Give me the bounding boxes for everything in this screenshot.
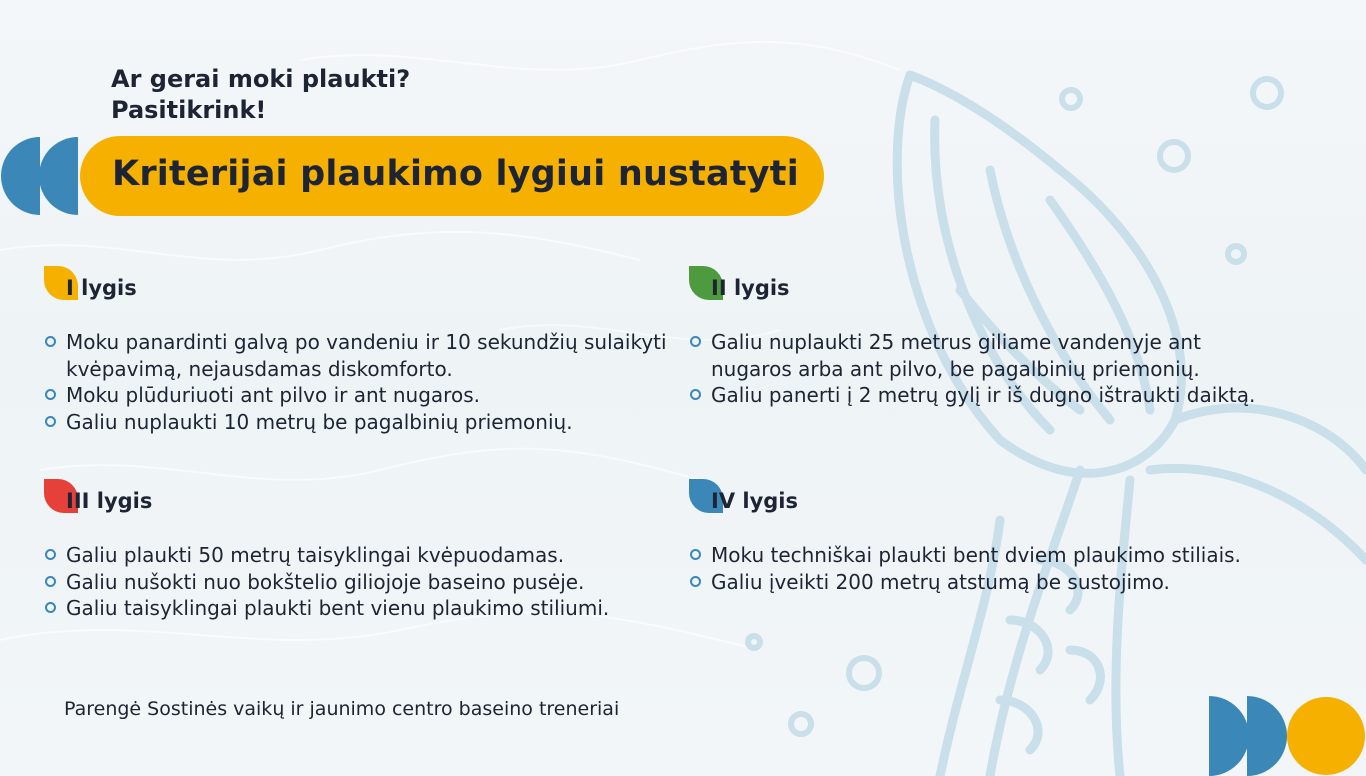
list-item: Moku plūduriuoti ant pilvo ir ant nugaros. <box>44 382 684 409</box>
page-subtitle <box>111 64 410 126</box>
footer-credit: Parengė Sostinės vaikų ir jaunimo centro baseino treneriai <box>64 698 620 720</box>
level-1-criteria-list <box>44 329 684 435</box>
level-3-title: III lygis <box>66 489 153 513</box>
brand-left-half-circle-2 <box>39 137 78 215</box>
level-1-title: I lygis <box>66 276 137 300</box>
subtitle-line-2: Pasitikrink! <box>111 96 267 124</box>
brand-bottom-circle <box>1287 697 1365 775</box>
list-item: Galiu įveikti 200 metrų atstumą be sustojimo. <box>689 569 1349 596</box>
level-card-3 <box>44 479 684 620</box>
list-item: Moku techniškai plaukti bent dviem plaukimo stiliais. <box>689 542 1349 569</box>
level-2-title: II lygis <box>711 276 790 300</box>
level-3-criteria-list <box>44 542 684 622</box>
mermaid-tail-illustration <box>897 75 1366 776</box>
level-card-1 <box>44 266 684 434</box>
list-item: Galiu taisyklingai plaukti bent vienu plaukimo stiliumi. <box>44 595 684 622</box>
level-2-criteria-list <box>689 329 1279 409</box>
page-title: Kriterijai plaukimo lygiui nustatyti <box>112 154 799 194</box>
list-item: Galiu nuplaukti 10 metrų be pagalbinių priemonių. <box>44 409 684 436</box>
brand-left-half-circle-1 <box>1 137 40 215</box>
list-item: Galiu nuplaukti 25 metrus giliame vandenyje ant nugaros arba ant pilvo, be pagalbinių priemonių. <box>689 329 1279 382</box>
subtitle-line-1: Ar gerai moki plaukti? <box>111 65 411 93</box>
brand-bottom-half-circle-1 <box>1209 696 1249 776</box>
level-card-4 <box>689 479 1349 594</box>
list-item: Moku panardinti galvą po vandeniu ir 10 sekundžių sulaikyti kvėpavimą, nejausdamas diskomforto. <box>44 329 684 382</box>
list-item: Galiu plaukti 50 metrų taisyklingai kvėpuodamas. <box>44 542 684 569</box>
level-card-2 <box>689 266 1289 407</box>
list-item: Galiu panerti į 2 metrų gylį ir iš dugno ištraukti daiktą. <box>689 382 1279 409</box>
brand-bottom-half-circle-2 <box>1247 696 1287 776</box>
level-4-criteria-list <box>689 542 1349 595</box>
list-item: Galiu nušokti nuo bokštelio giliojoje baseino pusėje. <box>44 569 684 596</box>
level-4-title: IV lygis <box>711 489 798 513</box>
